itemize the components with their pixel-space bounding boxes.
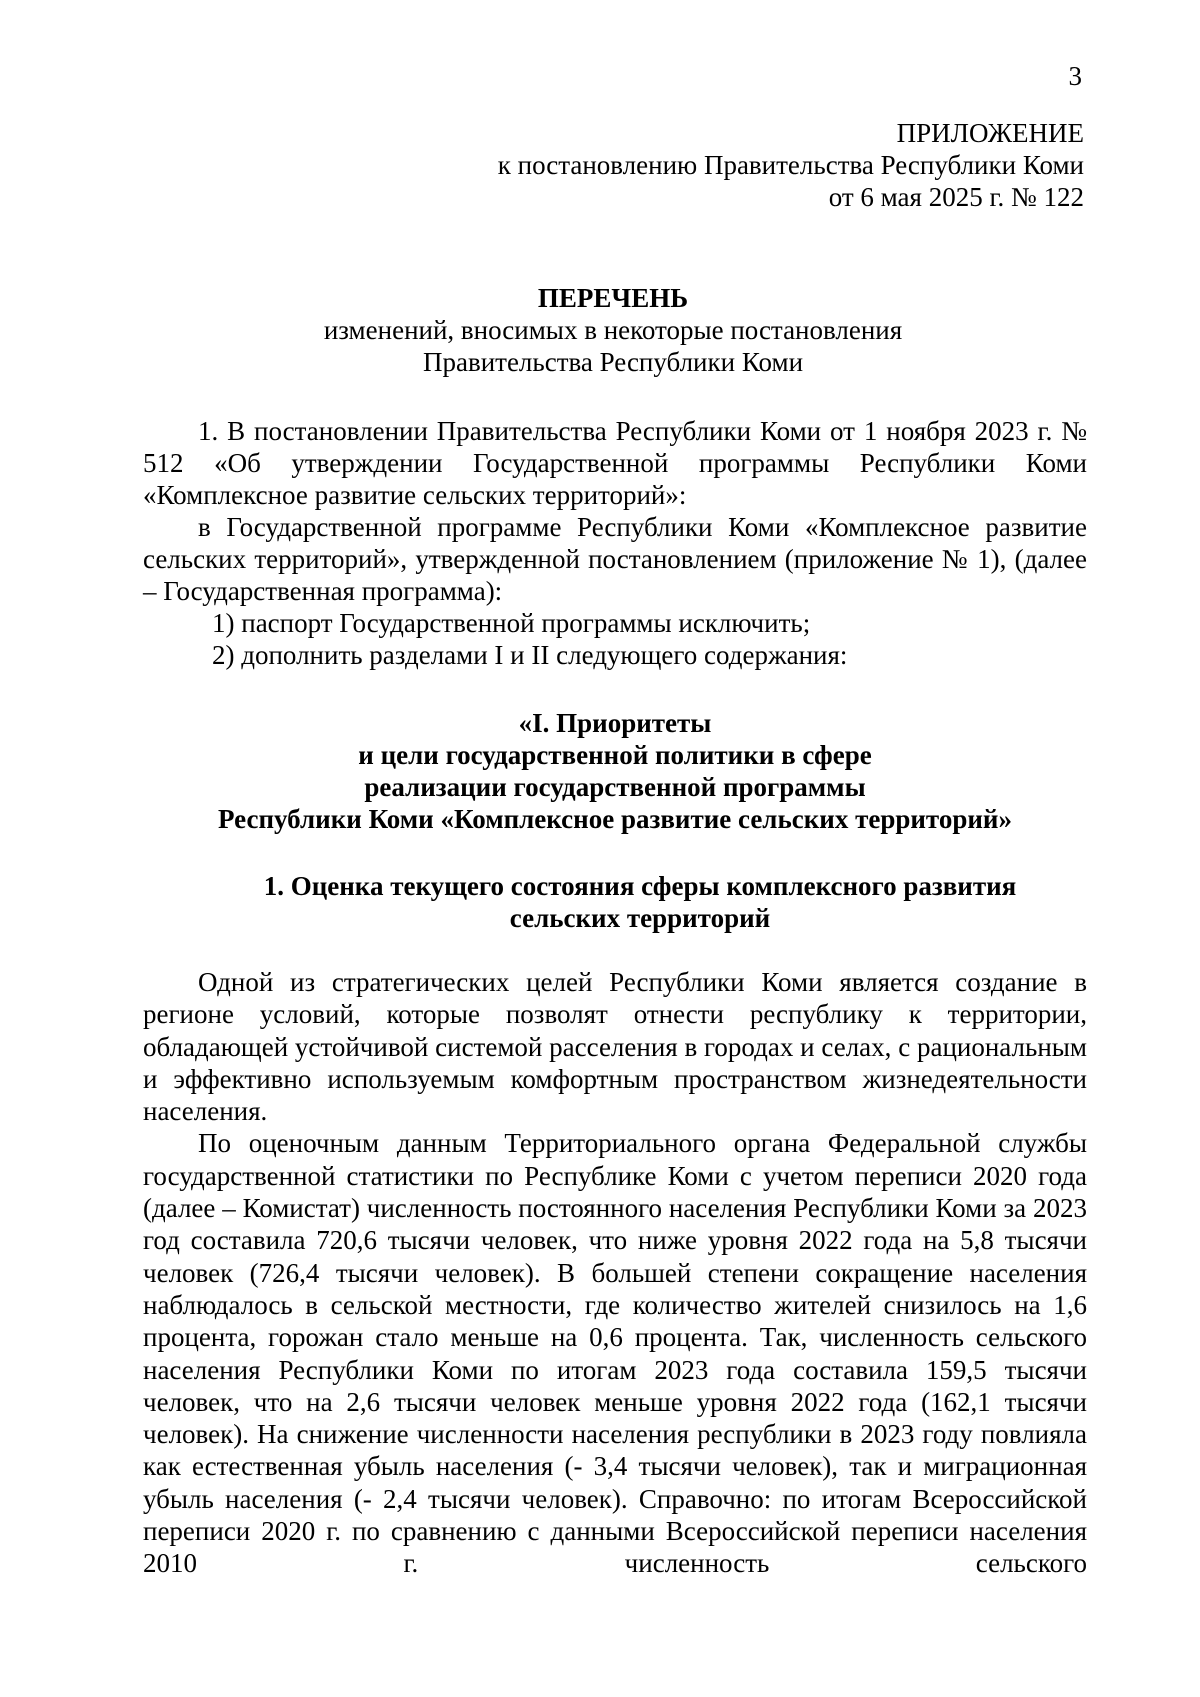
intro-item-1: 1. В постановлении Правительства Республики Коми от 1 ноября 2023 г. № 512 «Об утверждении Государственной программы Республики Коми «Комплексное развитие сельских территорий»:: [143, 416, 1087, 510]
appendix-date-number: от 6 мая 2025 г. № 122: [828, 182, 1084, 212]
intro-subitem-2: 2) дополнить разделами I и II следующего содержания:: [212, 640, 848, 670]
section-heading-line-4: Республики Коми «Комплексное развитие сельских территорий»: [218, 804, 1012, 834]
section-heading: [143, 707, 1087, 835]
intro-item-1-sub: в Государственной программе Республики Коми «Комплексное развитие сельских территорий», утвержденной постановлением (приложение № 1), (далее – Государственная программа):: [143, 512, 1087, 606]
title-line-2: Правительства Республики Коми: [422, 347, 804, 377]
document-title: [140, 282, 1086, 378]
title-line-1: изменений, вносимых в некоторые постановления: [323, 315, 903, 345]
intro-block: [143, 415, 1087, 671]
appendix-header: [0, 117, 1084, 213]
subsection-heading-line-1: 1. Оценка текущего состояния сферы комплексного развития: [263, 871, 1017, 901]
paragraph-2: По оценочным данным Территориального органа Федеральной службы государственной статистики по Республике Коми с учетом переписи 2020 года (далее – Комистат) численность постоянного населения Республики Коми за 2023 год составила 720,6 тысячи человек, что ниже уровня 2022 года на 5,8 тысячи человек (726,4 тысячи человек). В большей степени сокращение населения наблюдалось в сельской местности, где количество жителей снизилось на 1,6 процента, горожан стало меньше на 0,6 процента. Так, численность сельского населения Республики Коми по итогам 2023 года составила 159,5 тысячи человек, что на 2,6 тысячи человек меньше уровня 2022 года (162,1 тысячи человек). На снижение численности населения республики в 2023 году повлияла как естественная убыль населения (- 3,4 тысячи человек), так и миграционная убыль населения (- 2,4 тысячи человек). Справочно: по итогам Всероссийской переписи 2020 г. по сравнению с данными Всероссийской переписи населения 2010 г. численность сельского: [143, 1128, 1087, 1579]
section-heading-line-2: и цели государственной политики в сфере: [358, 740, 872, 770]
appendix-label: ПРИЛОЖЕНИЕ: [896, 118, 1084, 148]
section-heading-line-3: реализации государственной программы: [364, 772, 866, 802]
subsection-heading: [175, 870, 1105, 934]
page-number: 3: [1068, 61, 1082, 91]
subsection-heading-line-2: сельских территорий: [509, 903, 771, 933]
appendix-resolution-ref: к постановлению Правительства Республики Коми: [497, 150, 1084, 180]
title-heading: ПЕРЕЧЕНЬ: [537, 283, 689, 313]
section-heading-line-1: «I. Приоритеты: [518, 708, 712, 738]
intro-subitem-1: 1) паспорт Государственной программы исключить;: [212, 608, 811, 638]
main-text: [143, 966, 1087, 1580]
paragraph-1: Одной из стратегических целей Республики Коми является создание в регионе условий, которые позволят отнести республику к территории, обладающей устойчивой системой расселения в городах и селах, с рациональным и эффективно используемым комфортным пространством жизнедеятельности населения.: [143, 967, 1087, 1127]
